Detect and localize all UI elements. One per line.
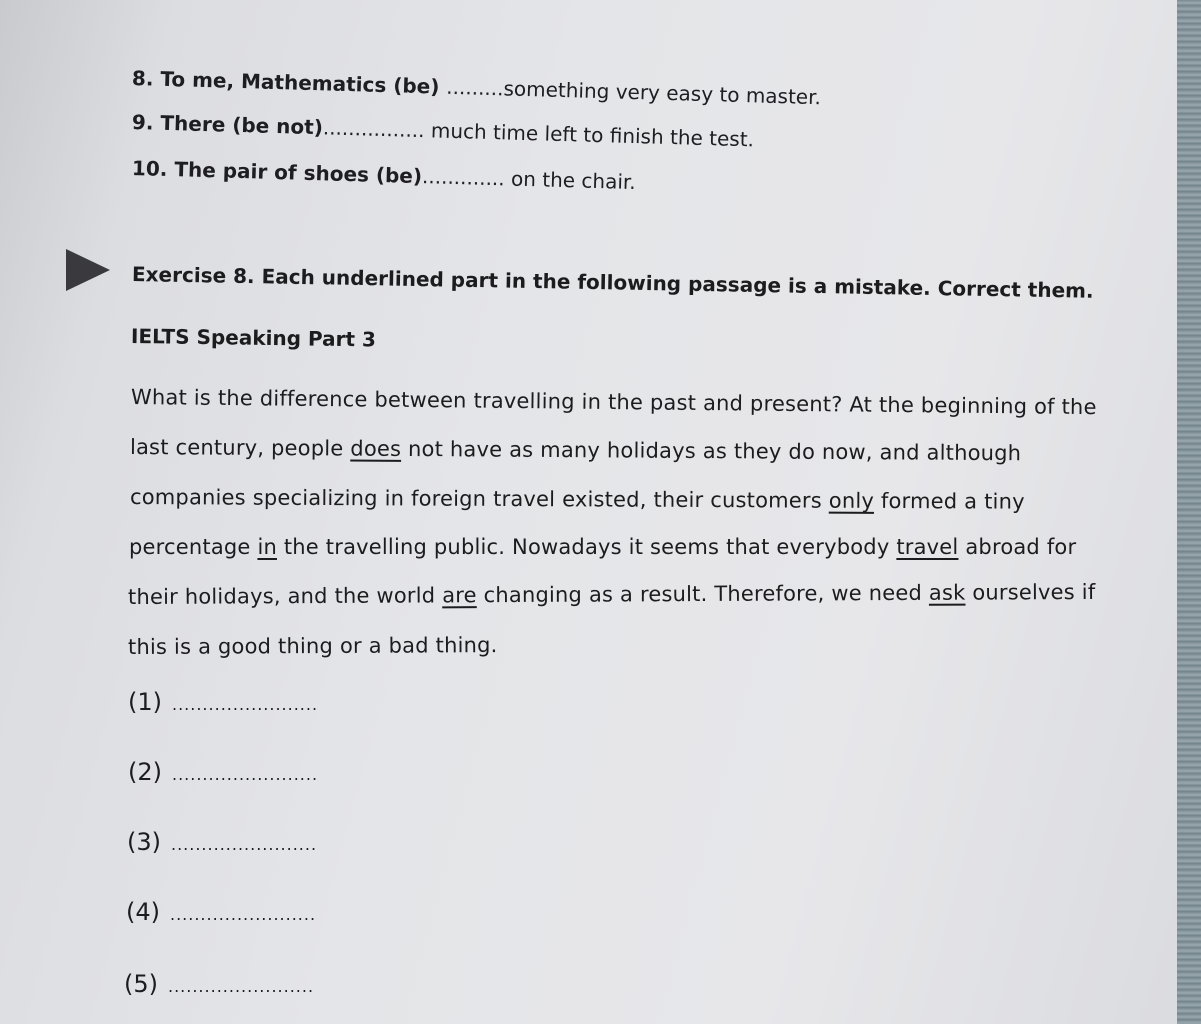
passage-line: last century, people does not have as many holidays as they do now, and although [129,435,1022,466]
underlined-mistake: only [828,488,875,513]
answer-blank-5: (5) ........................ [124,970,315,998]
passage-line: What is the difference between travelling in the past and present? At the beginning of the [130,385,1097,420]
passage-line: percentage in the travelling public. Nowadays it seems that everybody travel abroad for [129,535,1077,559]
passage-line: this is a good thing or a bad thing. [127,633,498,659]
item-10: 10. The pair of shoes (be)............. on the chair. [131,156,637,195]
exercise-8-subtitle: IELTS Speaking Part 3 [130,324,377,352]
passage-line: their holidays, and the world are changing as a result. Therefore, we need ask ourselves if [127,579,1096,609]
underlined-mistake: travel [896,535,959,559]
exercise-arrow-icon [66,249,110,291]
underlined-mistake: ask [928,580,966,605]
item-9: 9. There (be not)................ much time left to finish the test. [131,110,755,152]
book-page-edge [1177,0,1201,1024]
underlined-mistake: does [350,436,402,461]
answer-blank-2: (2) ........................ [128,758,319,786]
answer-blank-3: (3) ........................ [127,828,318,856]
underlined-mistake: in [257,535,277,559]
answer-blank-4: (4) ........................ [126,898,317,926]
answer-blank-1: (1) ........................ [128,688,319,716]
underlined-mistake: are [442,583,477,608]
item-8: 8. To me, Mathematics (be) .........something very easy to master. [131,66,822,110]
passage-line: companies specializing in foreign travel existed, their customers only formed a tiny [129,485,1025,514]
exercise-8-title: Exercise 8. Each underlined part in the following passage is a mistake. Correct them. [131,262,1094,303]
